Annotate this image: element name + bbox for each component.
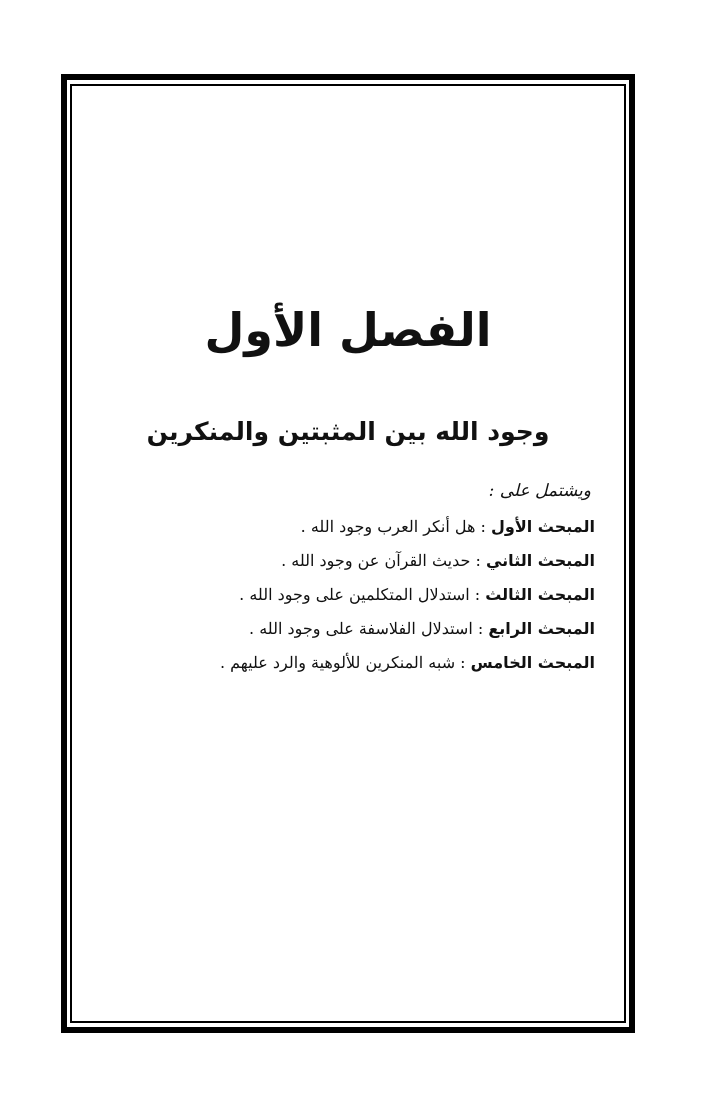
section-item: المبحث الثالث : استدلال المتكلمين على وجود الله . [239, 585, 595, 604]
section-title: استدلال الفلاسفة على وجود الله . [249, 619, 473, 638]
section-title: حديث القرآن عن وجود الله . [281, 551, 471, 570]
section-number: المبحث الأول [490, 517, 595, 536]
section-title: هل أنكر العرب وجود الله . [300, 517, 476, 536]
chapter-contents [155, 476, 595, 680]
section-title: استدلال المتكلمين على وجود الله . [239, 585, 470, 604]
section-list [155, 510, 595, 680]
section-number: المبحث الثاني [485, 551, 595, 570]
chapter-title: الفصل الأول [204, 303, 492, 357]
section-item: المبحث الثاني : حديث القرآن عن وجود الله . [281, 551, 595, 570]
section-number: المبحث الثالث [485, 585, 595, 604]
chapter-subtitle: وجود الله بين المثبتين والمنكرين [146, 417, 550, 446]
section-number: المبحث الرابع [488, 619, 595, 638]
section-title: شبه المنكرين للألوهية والرد عليهم . [219, 653, 456, 672]
section-item: المبحث الرابع : استدلال الفلاسفة على وجود الله . [249, 619, 595, 638]
section-number: المبحث الخامس [470, 653, 595, 672]
section-item: المبحث الأول : هل أنكر العرب وجود الله . [300, 517, 595, 536]
contents-intro: ويشتمل على : [488, 481, 591, 501]
section-item: المبحث الخامس : شبه المنكرين للألوهية والرد عليهم . [219, 653, 595, 672]
